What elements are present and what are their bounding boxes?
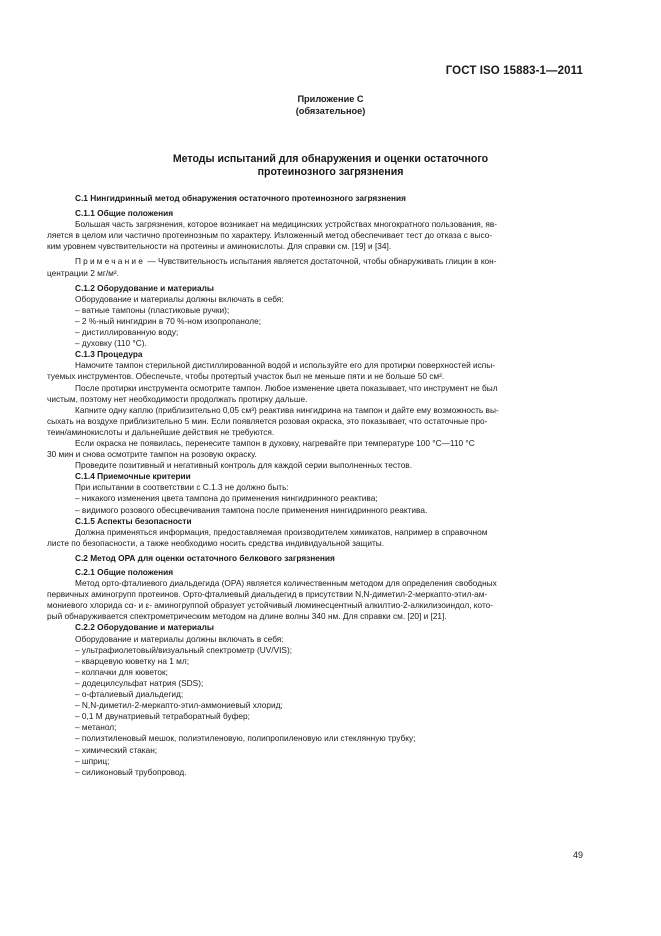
list-item: – 0,1 М двунатриевый тетраборатный буфер; [75, 711, 250, 722]
note-label: Примечание [75, 256, 146, 267]
document-body [47, 193, 587, 778]
appendix-status: (обязательное) [295, 106, 366, 116]
paragraph-line: чистым, поэтому нет необходимости продолжать протирку дальше. [47, 393, 308, 404]
paragraph-line: туемых инструментов. Обеспечьте, чтобы протертый участок был не меньше пяти и не больше 50 см². [47, 371, 445, 382]
paragraph-line: рый обнаруживается спектрометрическим методом на длине волны 340 нм. Для справки см. [20] и [21]. [47, 611, 447, 622]
c22-intro: Оборудование и материалы должны включать в себя: [75, 633, 284, 644]
paragraph-line: Если окраска не появилась, перенесите тампон в духовку, нагревайте при температуре 100 °С—110 °С [75, 437, 475, 448]
section-c11-heading: С.1.1 Общие положения [75, 208, 174, 219]
c11-line: ляется в целом или частично протеинозным по характеру. Изложенный метод обеспечивает тест до отказа с высо- [47, 230, 493, 241]
c12-intro: Оборудование и материалы должны включать в себя: [75, 293, 284, 304]
appendix-title-line-1: Методы испытаний для обнаружения и оценки остаточного [172, 153, 489, 165]
paragraph-line: Капните одну каплю (приблизительно 0,05 см³) реактива нингидрина на тампон и дайте ему возможность вы- [75, 404, 499, 415]
section-c22-heading: С.2.2 Оборудование и материалы [75, 622, 214, 633]
list-item: – духовку (110 °С). [75, 338, 147, 349]
section-c13-heading: С.1.3 Процедура [75, 349, 143, 360]
list-item: – дистиллированную воду; [75, 327, 179, 338]
paragraph-line: сыхать на воздухе приблизительно 5 мин. Если появляется розовая окраска, это показывает, что остаточные про- [47, 415, 488, 426]
section-c14-heading: С.1.4 Приемочные критерии [75, 471, 191, 482]
paragraph-line: Проведите позитивный и негативный контроль для каждой серии выполненных тестов. [75, 460, 413, 471]
paragraph-line: листе по безопасности, а также необходимо носить средства индивидуальной защиты. [47, 537, 385, 548]
section-c2-heading: С.2 Метод ОРА для оценки остаточного белкового загрязнения [75, 552, 335, 563]
standard-number: ГОСТ ISO 15883-1—2011 [445, 65, 583, 77]
list-item: – ультрафиолетовый/визуальный спектрометр (UV/VIS); [75, 644, 293, 655]
note [47, 256, 587, 267]
paragraph-line: 30 мин и снова осмотрите тампон на розовую окраску. [47, 449, 257, 460]
list-item: – видимого розового обесцвечивания тампона после применения нингидринного реактива. [75, 504, 428, 515]
list-item: – о-фталиевый диальдегид; [75, 689, 184, 700]
list-item: – кварцевую кюветку на 1 мл; [75, 655, 190, 666]
c11-line: Большая часть загрязнения, которое возникает на медицинских устройствах многократного пользования, яв- [75, 219, 498, 230]
paragraph-line: Метод орто-фталиевого диальдегида (ОРА) является количественным методом для определения свободных [75, 578, 497, 589]
list-item: – N,N-диметил-2-меркапто-этил-аммониевый хлорид; [75, 700, 283, 711]
list-item: – 2 %-ный нингидрин в 70 %-ном изопропаноле; [75, 315, 262, 326]
section-c12-heading: С.1.2 Оборудование и материалы [75, 282, 214, 293]
paragraph-line: первичных аминогрупп протеинов. Орто-фталиевый диальдегид в присутствии N,N-диметил-2-меркапто-этил-ам- [47, 589, 488, 600]
list-item: – додецилсульфат натрия (SDS); [75, 677, 204, 688]
c11-line: ким уровнем чувствительности на протеины и аминокислоты. Для справки см. [19] и [34]. [47, 241, 392, 252]
note-text: центрации 2 мг/м². [47, 267, 119, 278]
paragraph-line: мониевого хлорида cα- и ε- аминогруппой образует устойчивый люминесцентный алкилтио-2-алкилизоиндол, кото- [47, 600, 494, 611]
section-c1-heading: С.1 Нингидринный метод обнаружения остаточного протеинозного загрязнения [75, 193, 406, 203]
c14-intro: При испытании в соответствии с С.1.3 не должно быть: [75, 482, 289, 493]
list-item: – ватные тампоны (пластиковые ручки); [75, 304, 230, 315]
paragraph-line: Должна применяться информация, предоставляемая производителем химикатов, например в справочном [75, 526, 488, 537]
appendix-title [0, 153, 661, 179]
list-item: – никакого изменения цвета тампона до применения нингидринного реактива; [75, 493, 378, 504]
list-item: – метанол; [75, 722, 117, 733]
paragraph-line: теин/аминокислоты и дальнейшие действия не требуются. [47, 426, 275, 437]
appendix-title-line-2: протеинозного загрязнения [257, 166, 404, 178]
list-item: – шприц; [75, 755, 110, 766]
note-text: — Чувствительность испытания является достаточной, чтобы обнаруживать глицин в кон- [145, 256, 497, 267]
section-c21-heading: С.2.1 Общие положения [75, 567, 174, 577]
paragraph-line: Намочите тампон стерильной дистиллированной водой и используйте его для протирки поверхностей испы- [75, 360, 496, 371]
list-item: – силиконовый трубопровод. [75, 766, 187, 777]
list-item: – химический стакан; [75, 744, 158, 755]
list-item: – колпачки для кюветок; [75, 666, 168, 677]
section-c15-heading: С.1.5 Аспекты безопасности [75, 515, 192, 526]
appendix-label: Приложение С [297, 94, 364, 104]
paragraph-line: После протирки инструмента осмотрите тампон. Любое изменение цвета показывает, что инструмент не был [75, 382, 498, 393]
page-number: 49 [572, 850, 583, 860]
appendix-heading [0, 93, 661, 117]
list-item: – полиэтиленовый мешок, полиэтиленовую, полипропиленовую или стеклянную трубку; [75, 733, 416, 744]
